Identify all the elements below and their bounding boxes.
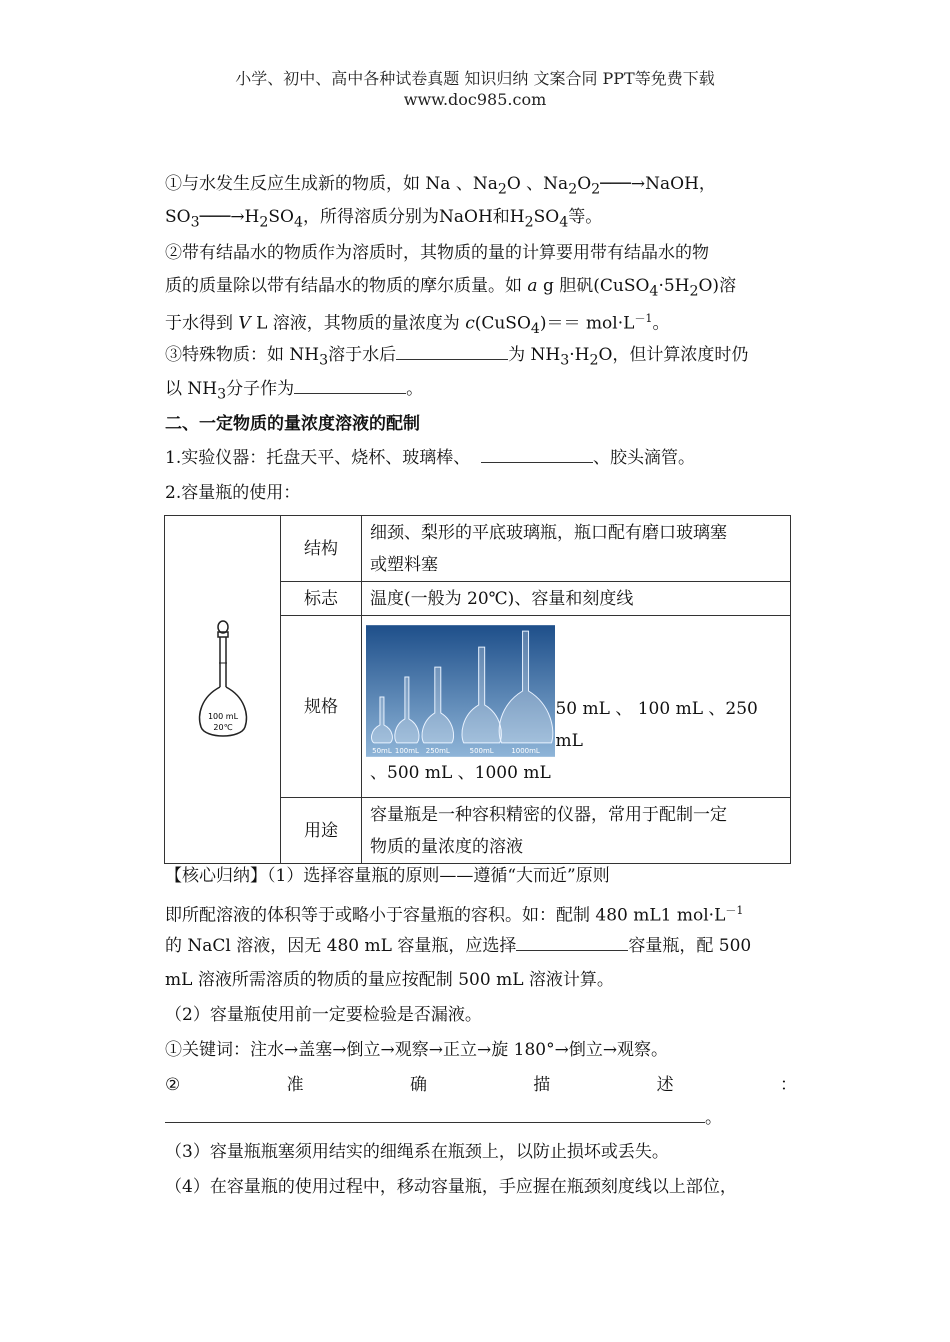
summary-line3: 的 NaCl 溶液，因无 480 mL 容量瓶，应选择 容量瓶，配 500 xyxy=(165,936,752,956)
photo-label-50: 50mL xyxy=(372,746,392,755)
summary-line1: 【核心归纳】（1）选择容量瓶的原则——遵循“大而近”原则 xyxy=(165,866,610,886)
summary-line4: mL 溶液所需溶质的物质的量应按配制 500 mL 溶液计算。 xyxy=(165,970,614,990)
answer-blank-long[interactable] xyxy=(165,1106,705,1123)
answer-blank[interactable] xyxy=(396,343,508,360)
summary-line6: ①关键词：注水→盖塞→倒立→观察→正立→旋 180°→倒立→观察。 xyxy=(165,1040,669,1060)
flask-temp-label: 20℃ xyxy=(212,723,233,732)
photo-label-500: 500mL xyxy=(469,746,494,755)
photo-label-250: 250mL xyxy=(425,746,450,755)
answer-blank[interactable] xyxy=(481,446,593,463)
summary-line10: （4）在容量瓶的使用过程中，移动容量瓶，手应握在瓶颈刻度线以上部位， xyxy=(165,1177,737,1197)
section2-item2: 2.容量瓶的使用： xyxy=(165,483,301,503)
section-title: 二、一定物质的量浓度溶液的配制 xyxy=(165,414,420,434)
summary-line5: （2）容量瓶使用前一定要检验是否漏液。 xyxy=(165,1005,482,1025)
row-text-use: 容量瓶是一种容积精密的仪器，常用于配制一定 物质的量浓度的溶液 xyxy=(362,798,791,864)
spec-text-2: 、500 mL 、1000 mL xyxy=(370,762,551,783)
row-text-spec xyxy=(362,616,791,798)
header-line1: 小学、初中、高中各种试卷真题 知识归纳 文案合同 PPT等免费下载 xyxy=(235,69,715,88)
row-label-use: 用途 xyxy=(281,798,362,864)
photo-label-1000: 1000mL xyxy=(511,746,540,755)
spec-text-1: 50 mL 、 100 mL 、250 mL xyxy=(555,698,758,751)
summary-line2: 即所配溶液的体积等于或略小于容量瓶的容积。如：配制 480 mL1 $mol\cdot L^{-1}$ xyxy=(165,904,744,926)
para2-line1: ②带有结晶水的物质作为溶质时，其物质的量的计算要用带有结晶水的物 xyxy=(165,243,709,263)
summary-line7: ② 准 确 描 述 ： xyxy=(165,1075,797,1095)
summary-line9: （3）容量瓶瓶塞须用结实的细绳系在瓶颈上，以防止损坏或丢失。 xyxy=(165,1142,669,1162)
flask-photo xyxy=(366,625,555,757)
answer-blank[interactable] xyxy=(294,377,406,394)
row-label-spec: 规格 xyxy=(281,616,362,798)
answer-blank[interactable] xyxy=(516,934,628,951)
summary-line8: 。 xyxy=(165,1106,797,1130)
flask-diagram-cell xyxy=(165,516,281,864)
row-label-mark: 标志 xyxy=(281,582,362,616)
para2-line2: 质的质量除以带有结晶水的物质的摩尔质量。如 a g 胆矾$(CuSO_4\cdot 5H_2O)$溶 xyxy=(165,276,737,300)
photo-label-100: 100mL xyxy=(394,746,419,755)
para3-line1: ③特殊物质：如 $NH_3$溶于水后 为 $NH_3\cdot H_2O$，但计算浓度时仍 xyxy=(165,345,749,369)
para1-line2: $SO_3───\to H_2SO_4$，所得溶质分别为NaOH和$H_2SO_4$等。 xyxy=(165,207,603,231)
para3-line2: 以 $NH_3$分子作为 。 xyxy=(165,379,424,403)
row-label-structure: 结构 xyxy=(281,516,362,582)
volumetric-flask-icon xyxy=(193,619,253,749)
para2-line3: 于水得到 V L 溶液，其物质的量浓度为 c(CuSO$_4$)＝＝ $mol\cdot L^{-1}$。 xyxy=(165,312,670,338)
row-text-mark: 温度(一般为 20℃)、容量和刻度线 xyxy=(362,582,791,616)
flask-volume-label: 100 mL xyxy=(207,712,238,721)
para1-line1: ①与水发生反应生成新的物质，如 Na 、$Na_2O$ 、$Na_2O_2───\to NaOH$， xyxy=(165,174,716,198)
row-text-structure: 细颈、梨形的平底玻璃瓶，瓶口配有磨口玻璃塞 或塑料塞 xyxy=(362,516,791,582)
header-url: www.doc985.com xyxy=(403,90,547,109)
volumetric-flask-table xyxy=(164,515,791,864)
section2-item1: 1.实验仪器：托盘天平、烧杯、玻璃棒、 、胶头滴管。 xyxy=(165,448,696,468)
